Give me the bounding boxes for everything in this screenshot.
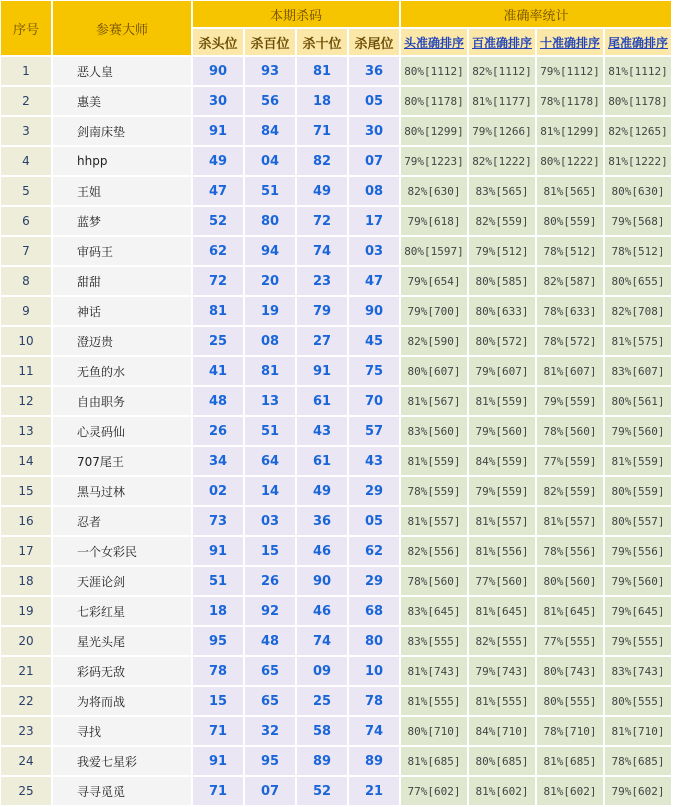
kill-tail-value: 03 (349, 237, 399, 265)
table-row (1, 657, 671, 685)
ten-accuracy-value: 80%[743] (537, 657, 603, 685)
kill-ten-value: 23 (297, 267, 347, 295)
ten-accuracy-value: 78%[1178] (537, 87, 603, 115)
hundred-accuracy-value: 82%[1222] (469, 147, 535, 175)
kill-head-value: 48 (193, 387, 243, 415)
hundred-accuracy-value: 81%[557] (469, 507, 535, 535)
table-row (1, 297, 671, 325)
kill-ten-value: 49 (297, 477, 347, 505)
kill-ten-value: 90 (297, 567, 347, 595)
tail-accuracy-value: 79%[560] (605, 567, 671, 595)
hundred-accuracy-value: 81%[559] (469, 387, 535, 415)
table-row (1, 687, 671, 715)
head-accuracy-value: 80%[710] (401, 717, 467, 745)
kill-head-value: 30 (193, 87, 243, 115)
row-seq: 3 (1, 117, 51, 145)
hundred-accuracy-value: 80%[685] (469, 747, 535, 775)
tail-accuracy-value: 80%[630] (605, 177, 671, 205)
master-name: 审码王 (53, 237, 191, 265)
tail-accuracy-value: 82%[708] (605, 297, 671, 325)
kill-ten-value: 71 (297, 117, 347, 145)
sort-head-accuracy-link[interactable]: 头准确排序 (401, 29, 467, 55)
header-master: 参赛大师 (53, 1, 191, 55)
table-row (1, 357, 671, 385)
tail-accuracy-value: 83%[607] (605, 357, 671, 385)
hundred-accuracy-value: 79%[743] (469, 657, 535, 685)
kill-tail-value: 08 (349, 177, 399, 205)
kill-head-value: 25 (193, 327, 243, 355)
tail-accuracy-value: 81%[1112] (605, 57, 671, 85)
table-row (1, 207, 671, 235)
kill-ten-value: 61 (297, 387, 347, 415)
ten-accuracy-value: 78%[710] (537, 717, 603, 745)
tail-accuracy-value: 79%[568] (605, 207, 671, 235)
tail-accuracy-value: 79%[555] (605, 627, 671, 655)
tail-accuracy-value: 80%[559] (605, 477, 671, 505)
ten-accuracy-value: 79%[1112] (537, 57, 603, 85)
hundred-accuracy-value: 81%[1177] (469, 87, 535, 115)
kill-hundred-value: 15 (245, 537, 295, 565)
header-seq: 序号 (1, 1, 51, 55)
hundred-accuracy-value: 82%[555] (469, 627, 535, 655)
head-accuracy-value: 77%[602] (401, 777, 467, 805)
kill-ten-value: 46 (297, 537, 347, 565)
row-seq: 25 (1, 777, 51, 805)
kill-ten-value: 18 (297, 87, 347, 115)
kill-ten-value: 79 (297, 297, 347, 325)
master-name: 蓝梦 (53, 207, 191, 235)
head-accuracy-value: 78%[560] (401, 567, 467, 595)
ten-accuracy-value: 82%[587] (537, 267, 603, 295)
ten-accuracy-value: 78%[633] (537, 297, 603, 325)
kill-head-value: 26 (193, 417, 243, 445)
head-accuracy-value: 79%[618] (401, 207, 467, 235)
ten-accuracy-value: 80%[559] (537, 207, 603, 235)
kill-head-value: 90 (193, 57, 243, 85)
ten-accuracy-value: 78%[560] (537, 417, 603, 445)
ten-accuracy-value: 81%[1299] (537, 117, 603, 145)
row-seq: 18 (1, 567, 51, 595)
kill-head-value: 71 (193, 717, 243, 745)
master-name: 惠美 (53, 87, 191, 115)
head-accuracy-value: 79%[700] (401, 297, 467, 325)
tail-accuracy-value: 81%[710] (605, 717, 671, 745)
hundred-accuracy-value: 84%[559] (469, 447, 535, 475)
master-name: 707尾王 (53, 447, 191, 475)
tail-accuracy-value: 80%[655] (605, 267, 671, 295)
master-name: hhpp (53, 147, 191, 175)
kill-hundred-value: 32 (245, 717, 295, 745)
hundred-accuracy-value: 77%[560] (469, 567, 535, 595)
header-current-kill: 本期杀码 (193, 1, 399, 27)
master-name: 寻找 (53, 717, 191, 745)
kill-hundred-value: 94 (245, 237, 295, 265)
head-accuracy-value: 81%[685] (401, 747, 467, 775)
kill-tail-value: 07 (349, 147, 399, 175)
ten-accuracy-value: 81%[685] (537, 747, 603, 775)
row-seq: 24 (1, 747, 51, 775)
kill-hundred-value: 19 (245, 297, 295, 325)
kill-ten-value: 43 (297, 417, 347, 445)
row-seq: 7 (1, 237, 51, 265)
kill-ten-value: 82 (297, 147, 347, 175)
kill-hundred-value: 93 (245, 57, 295, 85)
head-accuracy-value: 83%[645] (401, 597, 467, 625)
row-seq: 13 (1, 417, 51, 445)
kill-hundred-value: 56 (245, 87, 295, 115)
row-seq: 2 (1, 87, 51, 115)
kill-tail-value: 30 (349, 117, 399, 145)
master-name: 我爱七星彩 (53, 747, 191, 775)
row-seq: 6 (1, 207, 51, 235)
hundred-accuracy-value: 79%[560] (469, 417, 535, 445)
tail-accuracy-value: 78%[685] (605, 747, 671, 775)
kill-tail-value: 36 (349, 57, 399, 85)
kill-tail-value: 45 (349, 327, 399, 355)
hundred-accuracy-value: 79%[512] (469, 237, 535, 265)
kill-ten-value: 61 (297, 447, 347, 475)
kill-ten-value: 72 (297, 207, 347, 235)
kill-tail-value: 47 (349, 267, 399, 295)
hundred-accuracy-value: 83%[565] (469, 177, 535, 205)
kill-ten-value: 91 (297, 357, 347, 385)
head-accuracy-value: 81%[557] (401, 507, 467, 535)
sort-ten-accuracy-link[interactable]: 十准确排序 (537, 29, 603, 55)
hundred-accuracy-value: 79%[607] (469, 357, 535, 385)
kill-hundred-value: 48 (245, 627, 295, 655)
col-kill-head: 杀头位 (193, 29, 243, 55)
ten-accuracy-value: 80%[555] (537, 687, 603, 715)
row-seq: 16 (1, 507, 51, 535)
table-row (1, 717, 671, 745)
ten-accuracy-value: 77%[555] (537, 627, 603, 655)
tail-accuracy-value: 80%[561] (605, 387, 671, 415)
row-seq: 11 (1, 357, 51, 385)
head-accuracy-value: 81%[567] (401, 387, 467, 415)
tail-accuracy-value: 79%[556] (605, 537, 671, 565)
tail-accuracy-value: 81%[559] (605, 447, 671, 475)
kill-ten-value: 25 (297, 687, 347, 715)
kill-head-value: 41 (193, 357, 243, 385)
kill-tail-value: 70 (349, 387, 399, 415)
kill-head-value: 34 (193, 447, 243, 475)
head-accuracy-value: 79%[1223] (401, 147, 467, 175)
head-accuracy-value: 81%[743] (401, 657, 467, 685)
tail-accuracy-value: 79%[560] (605, 417, 671, 445)
hundred-accuracy-value: 82%[559] (469, 207, 535, 235)
hundred-accuracy-value: 81%[645] (469, 597, 535, 625)
hundred-accuracy-value: 80%[633] (469, 297, 535, 325)
kill-tail-value: 21 (349, 777, 399, 805)
kill-head-value: 91 (193, 117, 243, 145)
kill-head-value: 78 (193, 657, 243, 685)
hundred-accuracy-value: 81%[555] (469, 687, 535, 715)
head-accuracy-value: 83%[555] (401, 627, 467, 655)
kill-ten-value: 81 (297, 57, 347, 85)
hundred-accuracy-value: 79%[559] (469, 477, 535, 505)
kill-hundred-value: 08 (245, 327, 295, 355)
master-name: 恶人皇 (53, 57, 191, 85)
head-accuracy-value: 81%[555] (401, 687, 467, 715)
kill-head-value: 95 (193, 627, 243, 655)
table-row (1, 387, 671, 415)
kill-tail-value: 05 (349, 87, 399, 115)
kill-tail-value: 89 (349, 747, 399, 775)
kill-ten-value: 36 (297, 507, 347, 535)
kill-head-value: 71 (193, 777, 243, 805)
table-row (1, 477, 671, 505)
row-seq: 9 (1, 297, 51, 325)
head-accuracy-value: 81%[559] (401, 447, 467, 475)
table-row (1, 177, 671, 205)
kill-head-value: 52 (193, 207, 243, 235)
kill-head-value: 02 (193, 477, 243, 505)
row-seq: 14 (1, 447, 51, 475)
kill-ten-value: 58 (297, 717, 347, 745)
head-accuracy-value: 80%[1178] (401, 87, 467, 115)
ten-accuracy-value: 80%[1222] (537, 147, 603, 175)
row-seq: 10 (1, 327, 51, 355)
row-seq: 5 (1, 177, 51, 205)
head-accuracy-value: 82%[590] (401, 327, 467, 355)
ten-accuracy-value: 81%[565] (537, 177, 603, 205)
col-kill-hundred: 杀百位 (245, 29, 295, 55)
row-seq: 20 (1, 627, 51, 655)
tail-accuracy-value: 81%[575] (605, 327, 671, 355)
head-accuracy-value: 79%[654] (401, 267, 467, 295)
row-seq: 12 (1, 387, 51, 415)
kill-hundred-value: 14 (245, 477, 295, 505)
master-name: 自由职务 (53, 387, 191, 415)
kill-ten-value: 89 (297, 747, 347, 775)
hundred-accuracy-value: 80%[572] (469, 327, 535, 355)
hundred-accuracy-value: 80%[585] (469, 267, 535, 295)
kill-ten-value: 52 (297, 777, 347, 805)
head-accuracy-value: 80%[1299] (401, 117, 467, 145)
master-name: 心灵码仙 (53, 417, 191, 445)
tail-accuracy-value: 81%[1222] (605, 147, 671, 175)
head-accuracy-value: 80%[1597] (401, 237, 467, 265)
head-accuracy-value: 78%[559] (401, 477, 467, 505)
kill-ten-value: 74 (297, 237, 347, 265)
table-row (1, 267, 671, 295)
kill-hundred-value: 81 (245, 357, 295, 385)
row-seq: 1 (1, 57, 51, 85)
table-row (1, 417, 671, 445)
kill-tail-value: 78 (349, 687, 399, 715)
ten-accuracy-value: 81%[607] (537, 357, 603, 385)
kill-tail-value: 90 (349, 297, 399, 325)
table-row (1, 237, 671, 265)
kill-tail-value: 17 (349, 207, 399, 235)
table-row (1, 87, 671, 115)
kill-ten-value: 27 (297, 327, 347, 355)
kill-head-value: 91 (193, 747, 243, 775)
tail-accuracy-value: 80%[555] (605, 687, 671, 715)
kill-hundred-value: 95 (245, 747, 295, 775)
head-accuracy-value: 82%[630] (401, 177, 467, 205)
kill-tail-value: 62 (349, 537, 399, 565)
row-seq: 21 (1, 657, 51, 685)
kill-head-value: 18 (193, 597, 243, 625)
kill-tail-value: 29 (349, 477, 399, 505)
table-row (1, 597, 671, 625)
ten-accuracy-value: 81%[602] (537, 777, 603, 805)
ten-accuracy-value: 81%[557] (537, 507, 603, 535)
table-row (1, 747, 671, 775)
header-accuracy: 准确率统计 (401, 1, 671, 27)
tail-accuracy-value: 80%[557] (605, 507, 671, 535)
sort-tail-accuracy-link[interactable]: 尾准确排序 (605, 29, 671, 55)
kill-tail-value: 05 (349, 507, 399, 535)
kill-tail-value: 68 (349, 597, 399, 625)
col-kill-tail: 杀尾位 (349, 29, 399, 55)
kill-hundred-value: 26 (245, 567, 295, 595)
kill-head-value: 49 (193, 147, 243, 175)
kill-ten-value: 09 (297, 657, 347, 685)
kill-hundred-value: 84 (245, 117, 295, 145)
master-name: 黑马过林 (53, 477, 191, 505)
hundred-accuracy-value: 81%[556] (469, 537, 535, 565)
table-row (1, 57, 671, 85)
table-body (1, 57, 671, 805)
ten-accuracy-value: 82%[559] (537, 477, 603, 505)
col-kill-ten: 杀十位 (297, 29, 347, 55)
kill-ten-value: 46 (297, 597, 347, 625)
table-row (1, 447, 671, 475)
row-seq: 22 (1, 687, 51, 715)
table-row (1, 537, 671, 565)
row-seq: 23 (1, 717, 51, 745)
kill-hundred-value: 03 (245, 507, 295, 535)
row-seq: 15 (1, 477, 51, 505)
master-name: 神话 (53, 297, 191, 325)
hundred-accuracy-value: 79%[1266] (469, 117, 535, 145)
ten-accuracy-value: 78%[572] (537, 327, 603, 355)
kill-head-value: 73 (193, 507, 243, 535)
head-accuracy-value: 80%[607] (401, 357, 467, 385)
tail-accuracy-value: 83%[743] (605, 657, 671, 685)
kill-head-value: 51 (193, 567, 243, 595)
kill-hundred-value: 13 (245, 387, 295, 415)
kill-hundred-value: 20 (245, 267, 295, 295)
kill-hundred-value: 64 (245, 447, 295, 475)
kill-head-value: 47 (193, 177, 243, 205)
row-seq: 19 (1, 597, 51, 625)
hundred-accuracy-value: 82%[1112] (469, 57, 535, 85)
master-name: 一个女彩民 (53, 537, 191, 565)
hundred-accuracy-value: 81%[602] (469, 777, 535, 805)
table-row (1, 507, 671, 535)
row-seq: 8 (1, 267, 51, 295)
master-name: 甜甜 (53, 267, 191, 295)
row-seq: 17 (1, 537, 51, 565)
kill-hundred-value: 65 (245, 687, 295, 715)
kill-tail-value: 75 (349, 357, 399, 385)
kill-head-value: 91 (193, 537, 243, 565)
master-name: 彩码无敌 (53, 657, 191, 685)
head-accuracy-value: 80%[1112] (401, 57, 467, 85)
ten-accuracy-value: 81%[645] (537, 597, 603, 625)
ten-accuracy-value: 79%[559] (537, 387, 603, 415)
ten-accuracy-value: 77%[559] (537, 447, 603, 475)
kill-head-value: 81 (193, 297, 243, 325)
kill-tail-value: 80 (349, 627, 399, 655)
kill-hundred-value: 51 (245, 417, 295, 445)
kill-ten-value: 74 (297, 627, 347, 655)
kill-tail-value: 57 (349, 417, 399, 445)
kill-hundred-value: 80 (245, 207, 295, 235)
head-accuracy-value: 83%[560] (401, 417, 467, 445)
kill-head-value: 15 (193, 687, 243, 715)
master-name: 星光头尾 (53, 627, 191, 655)
master-name: 王姐 (53, 177, 191, 205)
master-name: 剑南床垫 (53, 117, 191, 145)
ten-accuracy-value: 78%[512] (537, 237, 603, 265)
kill-hundred-value: 92 (245, 597, 295, 625)
row-seq: 4 (1, 147, 51, 175)
table-row (1, 327, 671, 355)
tail-accuracy-value: 78%[512] (605, 237, 671, 265)
tail-accuracy-value: 82%[1265] (605, 117, 671, 145)
tail-accuracy-value: 79%[645] (605, 597, 671, 625)
head-accuracy-value: 82%[556] (401, 537, 467, 565)
master-name: 无鱼的水 (53, 357, 191, 385)
tail-accuracy-value: 80%[1178] (605, 87, 671, 115)
kill-hundred-value: 04 (245, 147, 295, 175)
ten-accuracy-value: 80%[560] (537, 567, 603, 595)
master-name: 寻寻觅觅 (53, 777, 191, 805)
sort-hundred-accuracy-link[interactable]: 百准确排序 (469, 29, 535, 55)
kill-head-value: 62 (193, 237, 243, 265)
kill-tail-value: 10 (349, 657, 399, 685)
tail-accuracy-value: 79%[602] (605, 777, 671, 805)
master-name: 为将而战 (53, 687, 191, 715)
kill-tail-value: 43 (349, 447, 399, 475)
kill-tail-value: 29 (349, 567, 399, 595)
kill-hundred-value: 51 (245, 177, 295, 205)
kill-head-value: 72 (193, 267, 243, 295)
master-name: 天涯论剑 (53, 567, 191, 595)
ten-accuracy-value: 78%[556] (537, 537, 603, 565)
table-row (1, 567, 671, 595)
kill-ten-value: 49 (297, 177, 347, 205)
master-name: 七彩红星 (53, 597, 191, 625)
master-name: 澄迈贵 (53, 327, 191, 355)
kill-hundred-value: 07 (245, 777, 295, 805)
table-row (1, 627, 671, 655)
table-row (1, 147, 671, 175)
master-name: 忍者 (53, 507, 191, 535)
kill-hundred-value: 65 (245, 657, 295, 685)
table-row (1, 117, 671, 145)
hundred-accuracy-value: 84%[710] (469, 717, 535, 745)
kill-tail-value: 74 (349, 717, 399, 745)
